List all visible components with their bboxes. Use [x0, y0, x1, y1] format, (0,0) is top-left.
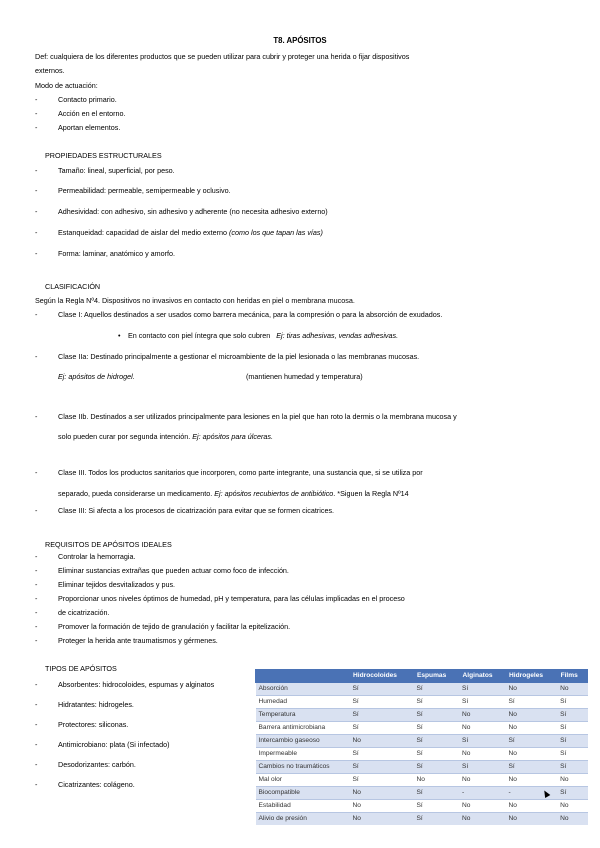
requirement-item: - Promover la formación de tejido de granulación y facilitar la epitelización. — [35, 622, 291, 631]
table-cell: Sí — [413, 734, 459, 747]
table-cell: No — [459, 747, 505, 760]
table-cell: No — [350, 799, 414, 812]
table-cell: No — [557, 812, 587, 825]
table-row-label: Humedad — [256, 695, 350, 708]
table-cell: No — [350, 734, 414, 747]
class-iib: - Clase IIb. Destinados a ser utilizados principalmente para lesiones en la piel que han roto la dermis o la membrana mucosa y — [35, 412, 457, 421]
table-header-cell — [256, 670, 350, 683]
type-item: - Absorbentes: hidrocoloides, espumas y alginatos — [35, 680, 215, 689]
table-cell: No — [413, 773, 459, 786]
table-cell: No — [506, 812, 558, 825]
structural-heading: PROPIEDADES ESTRUCTURALES — [45, 151, 162, 160]
table-row — [256, 799, 588, 812]
class-iii-line-2: separado, pueda considerarse un medicamento. Ej: apósitos recubiertos de antibiótico. *Siguen la Regla Nº14 — [58, 489, 409, 498]
definition-line-2: externos. — [35, 66, 65, 75]
table-cell: Sí — [413, 786, 459, 799]
table-cell: Sí — [557, 708, 587, 721]
table-cell: No — [459, 812, 505, 825]
requirement-item: - Controlar la hemorragia. — [35, 552, 136, 561]
table-row-label: Temperatura — [256, 708, 350, 721]
table-cell: Sí — [350, 760, 414, 773]
table-cell: No — [506, 682, 558, 695]
table-cell: No — [557, 773, 587, 786]
table-cell: No — [459, 708, 505, 721]
table-row-label: Biocompatible — [256, 786, 350, 799]
table-cell: Sí — [350, 708, 414, 721]
table-row — [256, 773, 588, 786]
table-row — [256, 812, 588, 825]
class-i: - Clase I: Aquellos destinados a ser usados como barrera mecánica, para la compresión o para la absorción de exudados. — [35, 310, 443, 319]
table-row — [256, 786, 588, 799]
table-cell: No — [506, 773, 558, 786]
table-header-cell: Films — [557, 670, 587, 683]
table-cell: No — [506, 799, 558, 812]
table-cell: Sí — [557, 786, 587, 799]
table-body — [256, 682, 588, 825]
table-cell: Sí — [413, 760, 459, 773]
table-row-label: Absorción — [256, 682, 350, 695]
table-cell: Sí — [506, 760, 558, 773]
table-row-label: Estabilidad — [256, 799, 350, 812]
class-iia-note: (mantienen humedad y temperatura) — [246, 372, 363, 381]
table-cell: No — [506, 708, 558, 721]
table-cell: No — [459, 721, 505, 734]
table-row-label: Barrera antimicrobiana — [256, 721, 350, 734]
structural-item: - Tamaño: lineal, superficial, por peso. — [35, 166, 175, 175]
type-item: - Desodorizantes: carbón. — [35, 760, 136, 769]
type-item: - Hidratantes: hidrogeles. — [35, 700, 134, 709]
table-cell: Sí — [413, 721, 459, 734]
table-cell: Sí — [557, 760, 587, 773]
type-item: - Antimicrobiano: plata (Si infectado) — [35, 740, 170, 749]
table-row-label: Mal olor — [256, 773, 350, 786]
table-header-row — [256, 670, 588, 683]
table-cell: No — [506, 747, 558, 760]
table-cell: Sí — [350, 695, 414, 708]
table-row — [256, 734, 588, 747]
class-i-bullet: • En contacto con piel íntegra que solo cubren Ej: tiras adhesivas, vendas adhesivas. — [118, 331, 399, 340]
structural-item: - Forma: laminar, anatómico y amorfo. — [35, 249, 176, 258]
table-cell: Sí — [413, 708, 459, 721]
page-title: T8. APÓSITOS — [273, 36, 327, 45]
mode-item: - Acción en el entorno. — [35, 109, 126, 118]
table-row — [256, 682, 588, 695]
requirement-item: - Eliminar tejidos desvitalizados y pus. — [35, 580, 176, 589]
class-iib-line-2: solo pueden curar por segunda intención. Ej: apósitos para úlceras. — [58, 432, 273, 441]
mode-heading: Modo de actuación: — [35, 81, 98, 90]
mode-item: - Contacto primario. — [35, 95, 117, 104]
types-heading: TIPOS DE APÓSITOS — [45, 664, 117, 673]
table-cell: Sí — [350, 773, 414, 786]
definition-line-1: Def: cualquiera de los diferentes productos que se pueden utilizar para cubrir y proteger una herida o fijar dispositivos — [35, 52, 410, 61]
classification-heading: CLASIFICACIÓN — [45, 282, 101, 291]
requirement-item: - Proteger la herida ante traumatismos y gérmenes. — [35, 636, 218, 645]
type-item: - Protectores: siliconas. — [35, 720, 129, 729]
table-cell: Sí — [557, 695, 587, 708]
table-header-cell: Alginatos — [459, 670, 505, 683]
table-cell: Sí — [506, 695, 558, 708]
table-cell: Sí — [350, 747, 414, 760]
table-cell: Sí — [413, 747, 459, 760]
table-cell: No — [459, 799, 505, 812]
table-cell: Sí — [506, 734, 558, 747]
table-cell: Sí — [459, 695, 505, 708]
table-row-label: Alivio de presión — [256, 812, 350, 825]
table-cell: - — [506, 786, 558, 799]
table-cell: Sí — [413, 695, 459, 708]
table-cell: No — [350, 812, 414, 825]
table-cell: Sí — [350, 721, 414, 734]
table-cell: No — [557, 799, 587, 812]
table-cell: Sí — [413, 812, 459, 825]
table-header-cell: Espumas — [413, 670, 459, 683]
table-cell: Sí — [459, 760, 505, 773]
class-iia-example: Ej: apósitos de hidrogel. — [58, 372, 135, 381]
structural-item: - Adhesividad: con adhesivo, sin adhesivo y adherente (no necesita adhesivo externo) — [35, 207, 328, 216]
table-row-label: Impermeable — [256, 747, 350, 760]
dressing-comparison-table — [255, 669, 588, 825]
table-row-label: Intercambio gaseoso — [256, 734, 350, 747]
table-row-label: Cambios no traumáticos — [256, 760, 350, 773]
requirement-item: - Eliminar sustancias extrañas que pueden actuar como foco de infección. — [35, 566, 289, 575]
class-iia: - Clase IIa: Destinado principalmente a gestionar el microambiente de la piel lesionada o las membranas mucosas. — [35, 352, 420, 361]
table-row — [256, 708, 588, 721]
requirement-item: - Proporcionar unos niveles óptimos de humedad, pH y temperatura, para las células implicadas en el proceso — [35, 594, 405, 603]
class-iii: - Clase III. Todos los productos sanitarios que incorporen, como parte integrante, una sustancia que, si se utiliza por — [35, 468, 423, 477]
table-cell: - — [459, 786, 505, 799]
classification-rule: Según la Regla Nº4. Dispositivos no invasivos en contacto con heridas en piel o membrana mucosa. — [35, 296, 355, 305]
table-cell: No — [557, 682, 587, 695]
class-iii-b: - Clase III: Si afecta a los procesos de cicatrización para evitar que se formen cicatrices. — [35, 506, 335, 515]
table-row — [256, 747, 588, 760]
mode-item: - Aportan elementos. — [35, 123, 121, 132]
table-cell: No — [350, 786, 414, 799]
table-cell: No — [506, 721, 558, 734]
requirements-heading: REQUISITOS DE APÓSITOS IDEALES — [45, 540, 172, 549]
structural-item: - Permeabilidad: permeable, semipermeable y oclusivo. — [35, 186, 231, 195]
table-cell: Sí — [413, 799, 459, 812]
table-cell: Sí — [413, 682, 459, 695]
table-cell: Sí — [557, 747, 587, 760]
table-row — [256, 695, 588, 708]
table-cell: Sí — [459, 734, 505, 747]
table-row — [256, 721, 588, 734]
type-item: - Cicatrizantes: colágeno. — [35, 780, 135, 789]
table-cell: Sí — [557, 721, 587, 734]
structural-item: - Estanqueidad: capacidad de aislar del medio externo (como los que tapan las vías) — [35, 228, 323, 237]
table-row — [256, 760, 588, 773]
requirement-item: - de cicatrización. — [35, 608, 110, 617]
table-header-cell: Hidrogeles — [506, 670, 558, 683]
table-cell: No — [459, 773, 505, 786]
table-header-cell: Hidrocoloides — [350, 670, 414, 683]
table-cell: Sí — [350, 682, 414, 695]
table-cell: Sí — [557, 734, 587, 747]
table-cell: Sí — [459, 682, 505, 695]
